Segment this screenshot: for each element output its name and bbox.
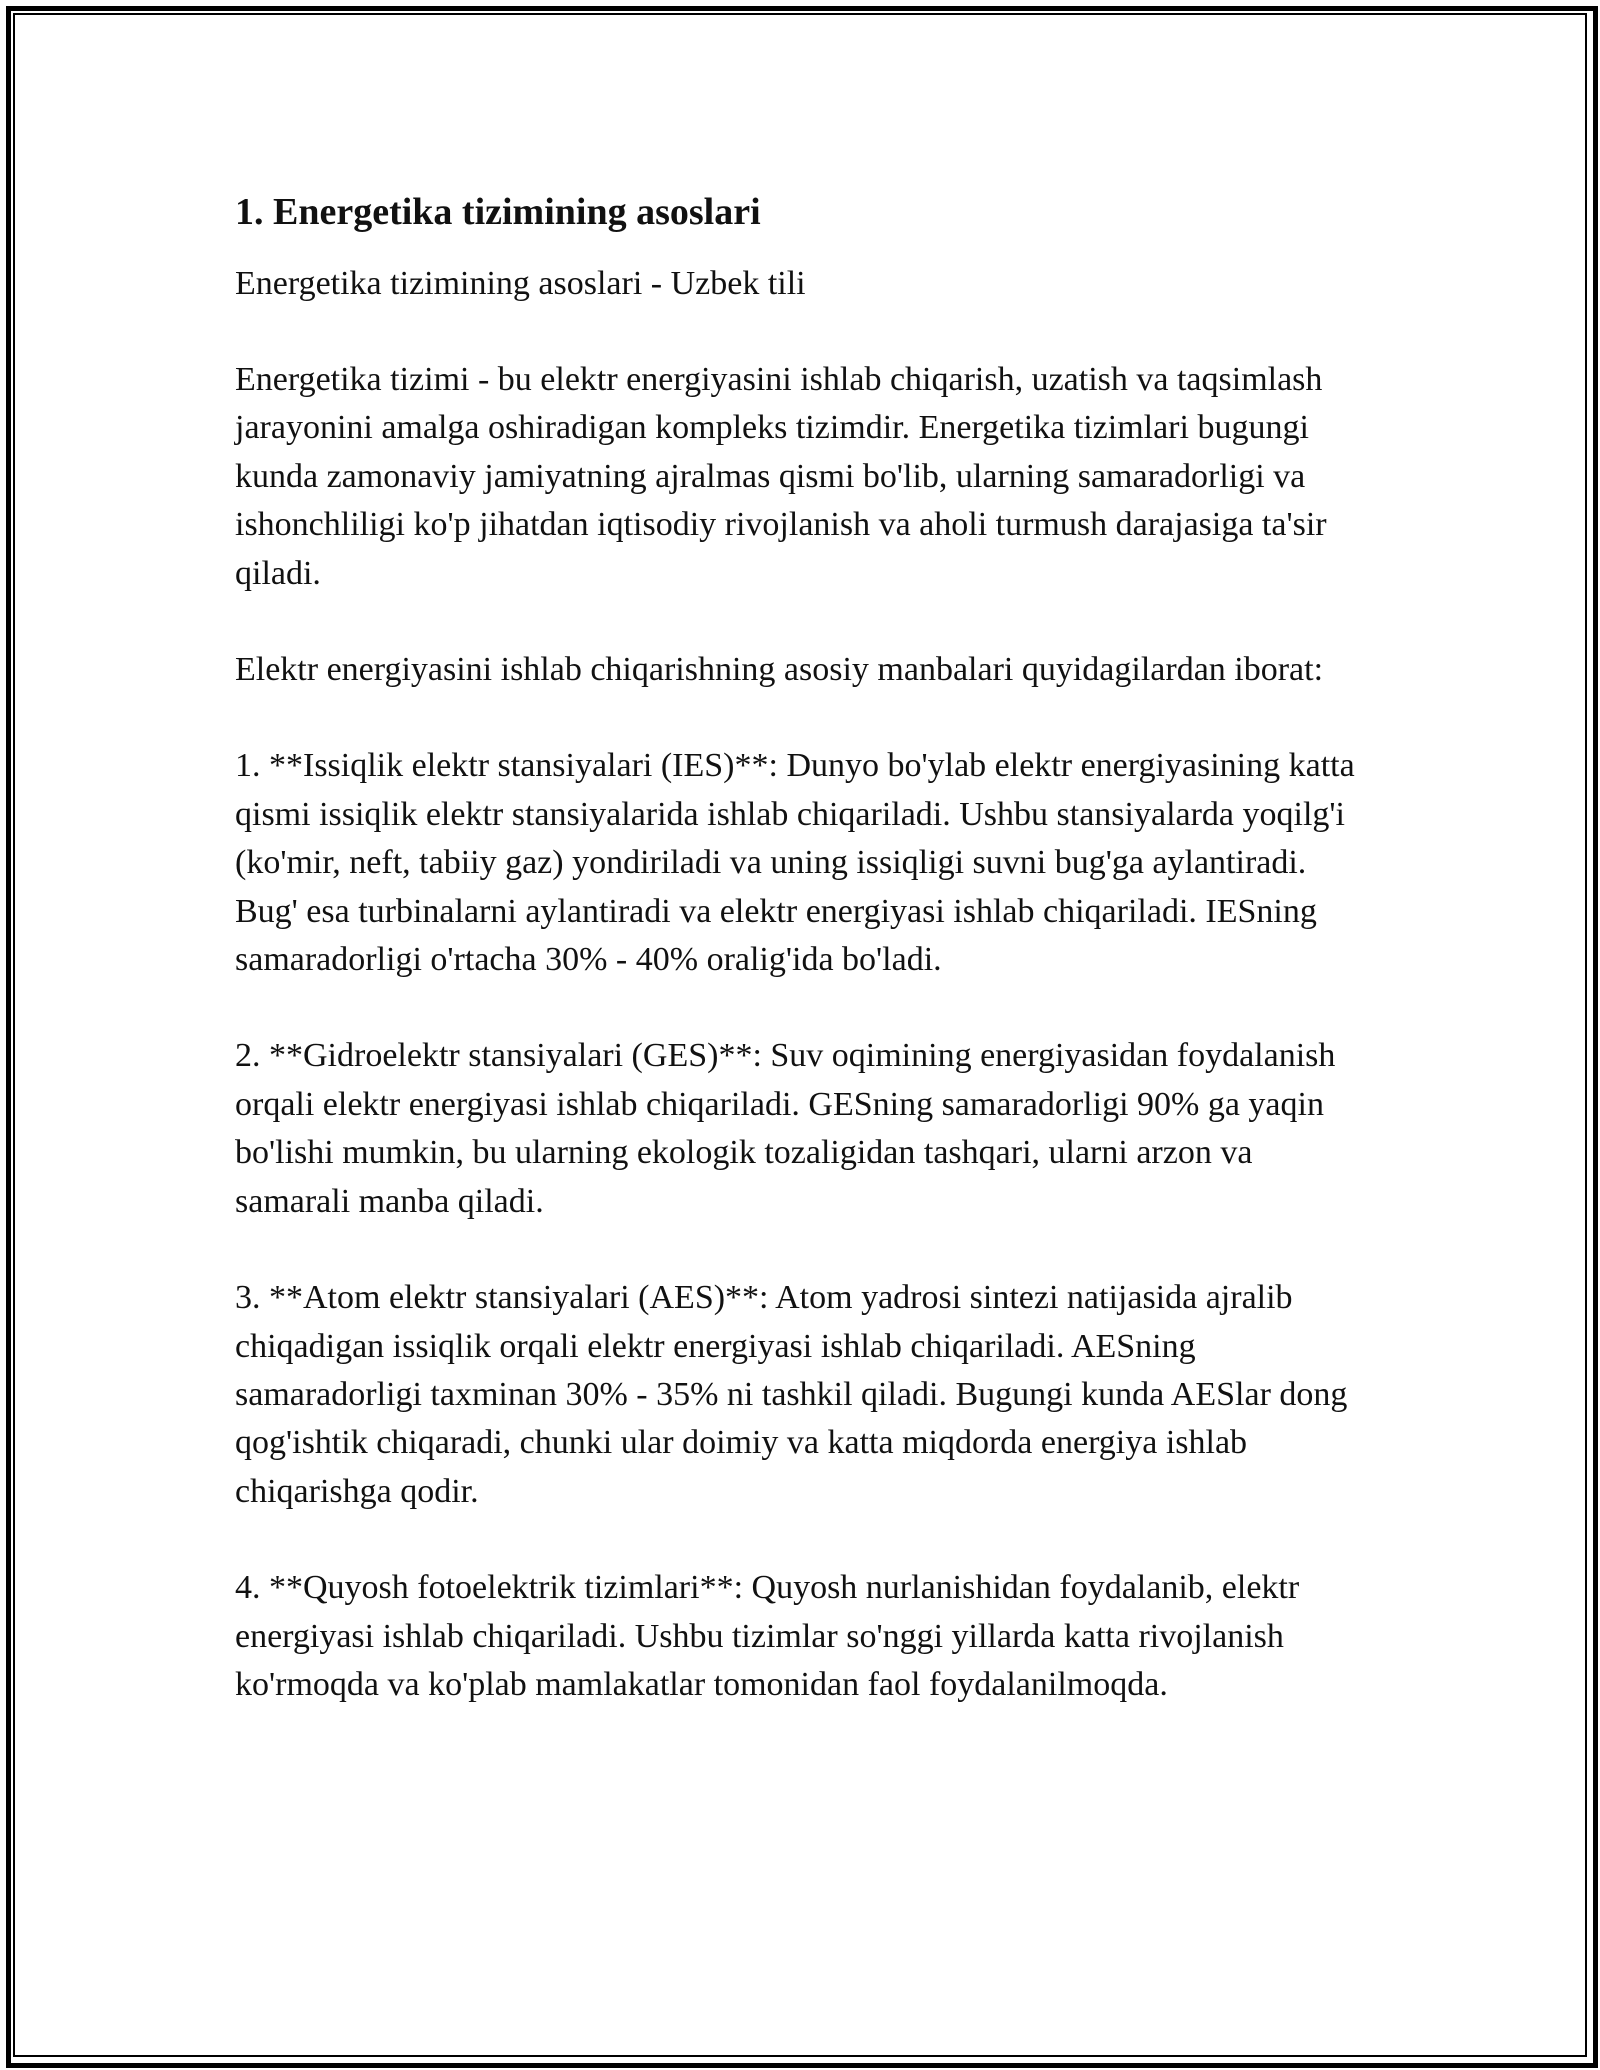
list-item-solar: 4. **Quyosh fotoelektrik tizimlari**: Quyosh nurlanishidan foydalanib, elektr energiyasi ishlab chiqariladi. Ushbu tizimlar so'nggi yillarda katta rivojlanish ko'rmoqda va ko'plab mamlakatlar tomonidan faol foydalanilmoqda. <box>235 1569 1300 1703</box>
document-subtitle: Energetika tizimining asoslari - Uzbek tili <box>235 265 806 302</box>
document-title: 1. Energetika tizimining asoslari <box>235 191 761 233</box>
paragraph-intro: Energetika tizimi - bu elektr energiyasini ishlab chiqarish, uzatish va taqsimlash jarayonini amalga oshiradigan kompleks tizimdir. Energetika tizimlari bugungi kunda zamonaviy jamiyatning ajralmas qismi bo'lib, ularning samaradorligi va ishonchliligi ko'p jihatdan iqtisodiy rivojlanish va aholi turmush darajasiga ta'sir qiladi. <box>235 361 1327 592</box>
list-item-ies: 1. **Issiqlik elektr stansiyalari (IES)**: Dunyo bo'ylab elektr energiyasining katta qismi issiqlik elektr stansiyalarida ishlab chiqariladi. Ushbu stansiyalarda yoqilg'i (ko'mir, neft, tabiiy gaz) yondiriladi va uning issiqligi suvni bug'ga aylantiradi. Bug' esa turbinalarni aylantiradi va elektr energiyasi ishlab chiqariladi. IESning samaradorligi o'rtacha 30% - 40% oralig'ida bo'ladi. <box>235 747 1355 979</box>
list-item-ges: 2. **Gidroelektr stansiyalari (GES)**: Suv oqimining energiyasidan foydalanish orqali elektr energiyasi ishlab chiqariladi. GESning samaradorligi 90% ga yaqin bo'lishi mumkin, bu ularning ekologik tozaligidan tashqari, ularni arzon va samarali manba qiladi. <box>235 1037 1336 1220</box>
list-item-aes: 3. **Atom elektr stansiyalari (AES)**: Atom yadrosi sintezi natijasida ajralib chiqadigan issiqlik orqali elektr energiyasi ishlab chiqariladi. AESning samaradorligi taxminan 30% - 35% ni tashkil qiladi. Bugungi kunda AESlar dong qog'ishtik chiqaradi, chunki ular doimiy va katta miqdorda energiya ishlab chiqarishga qodir. <box>235 1279 1348 1510</box>
document-body <box>235 186 1370 1709</box>
paragraph-sources-lead: Elektr energiyasini ishlab chiqarishning asosiy manbalari quyidagilardan iborat: <box>235 651 1324 689</box>
